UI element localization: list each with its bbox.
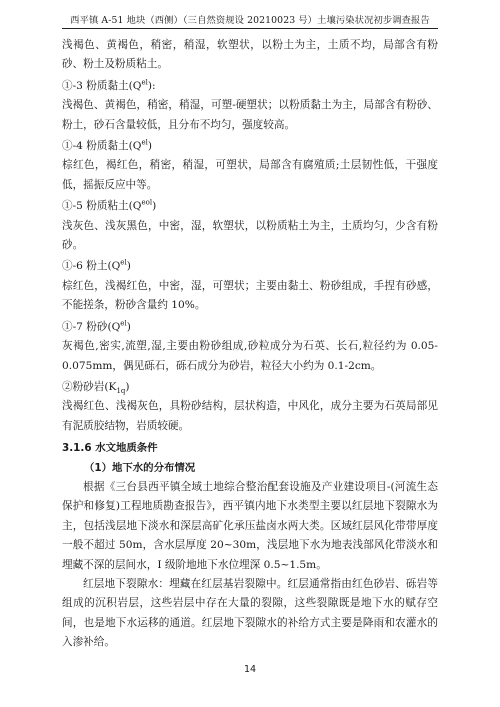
layer-heading-subscript: 1q	[116, 387, 126, 396]
layer-description-2: 浅褐红色、浅褐灰色，具粉砂结构，层状构造，中风化，成分主要为石英局部见有泥质胶结物，岩质较硬。	[62, 400, 438, 432]
layer-heading-tail: )	[126, 260, 131, 273]
header-divider	[62, 28, 438, 29]
layer-heading-1-3	[62, 77, 438, 96]
layer-heading-tail: )	[152, 200, 157, 213]
layer-heading-text: ①-4 粉质黏土(Q	[62, 140, 142, 153]
layer-heading-text: ①-7 粉砂(Q	[62, 320, 121, 333]
layer-heading-superscript: el	[141, 78, 148, 87]
layer-heading-text: ①-3 粉质黏土(Q	[62, 79, 142, 92]
layer-heading-tail: )	[126, 320, 131, 333]
layer-heading-1-5	[62, 197, 438, 216]
groundwater-paragraph: 根据《三台县西平镇全域土地综合整治配套设施及产业建设项目-(河流生态保护和修复)工程地质勘查报告》，西平镇内地下水类型主要以红层地下裂隙水为主，包括浅层地下淡水和深层高矿化承压盐卤水两大类。区域红层风化带带厚度一般不超过 50m，含水层厚度 20~30m，浅层地下水为地表浅部风化带淡水和埋藏不深的层间水，I 级阶地地下水位埋深 0.5~1.5m。	[62, 480, 438, 571]
page-header: 西平镇 A-51 地块（西侧）（三自然资规设 20210023 号）土壤污染状况初步调查报告	[70, 15, 430, 26]
page-number: 14	[243, 664, 257, 675]
layer-description-1-7: 灰褐色,密实,流塑,湿,主要由粉砂组成,砂粒成分为石英、长石,粒径约为 0.05-0.075mm，偶见砾石，砾石成分为砂岩，粒径大小约为 0.1-2cm。	[62, 340, 438, 372]
layer-heading-1-7	[62, 318, 438, 337]
layer-heading-superscript: el	[141, 138, 148, 147]
soil-description-paragraph: 浅褐色、黄褐色，稍密，稍湿，软塑状，以粉土为主，土质不均，局部含有粉砂、粉土及粉质粘土。	[62, 39, 438, 71]
fissure-water-paragraph: 红层地下裂隙水：埋藏在红层基岩裂隙中。红层通常指由红色砂岩、砾岩等组成的沉积岩层，这些岩层中存在大量的裂隙，这些裂隙既是地下水的赋存空间，也是地下水运移的通道。红层地下裂隙水的补给方式主要是降雨和农灌水的入渗补给。	[62, 577, 438, 649]
layer-heading-text: ①-6 粉土(Q	[62, 260, 121, 273]
layer-heading-1-6	[62, 257, 438, 276]
layer-description-1-6: 棕红色，浅褐红色，中密，湿，可塑状；主要由黏土、粉砂组成，手捏有砂感，不能搓条，粉砂含量约 10%。	[62, 279, 438, 312]
layer-heading-tail: ):	[147, 79, 156, 92]
layer-heading-text: ①-5 粉质粘土(Q	[62, 200, 142, 213]
layer-description-1-5: 浅灰色、浅灰黑色，中密，湿，软塑状，以粉质粘土为主，土质均匀，少含有粉砂。	[62, 219, 438, 252]
layer-heading-text: ②粉砂岩(K	[62, 380, 117, 393]
layer-heading-tail: )	[147, 140, 153, 153]
layer-heading-superscript: eol	[141, 198, 153, 207]
layer-heading-tail: )	[125, 380, 130, 393]
layer-description-1-3: 浅褐色、黄褐色，稍密，稍湿，可塑-硬塑状；以粉质黏土为主，局部含有粉砂、粉土，砂石含量较低，且分布不均匀，强度较高。	[62, 99, 438, 131]
layer-heading-superscript: el	[120, 319, 127, 328]
subsection-heading: （1）地下水的分布情况	[84, 461, 196, 474]
layer-heading-2	[62, 378, 438, 397]
layer-heading-superscript: el	[120, 258, 127, 267]
document-body	[62, 36, 438, 653]
layer-description-1-4: 棕红色，褐红色，稍密，稍湿，可塑状，局部含有腐殖质;土层韧性低，干强度低，摇振反应中等。	[62, 159, 438, 191]
section-heading: 3.1.6 水文地质条件	[62, 442, 158, 455]
layer-heading-1-4	[62, 137, 438, 156]
